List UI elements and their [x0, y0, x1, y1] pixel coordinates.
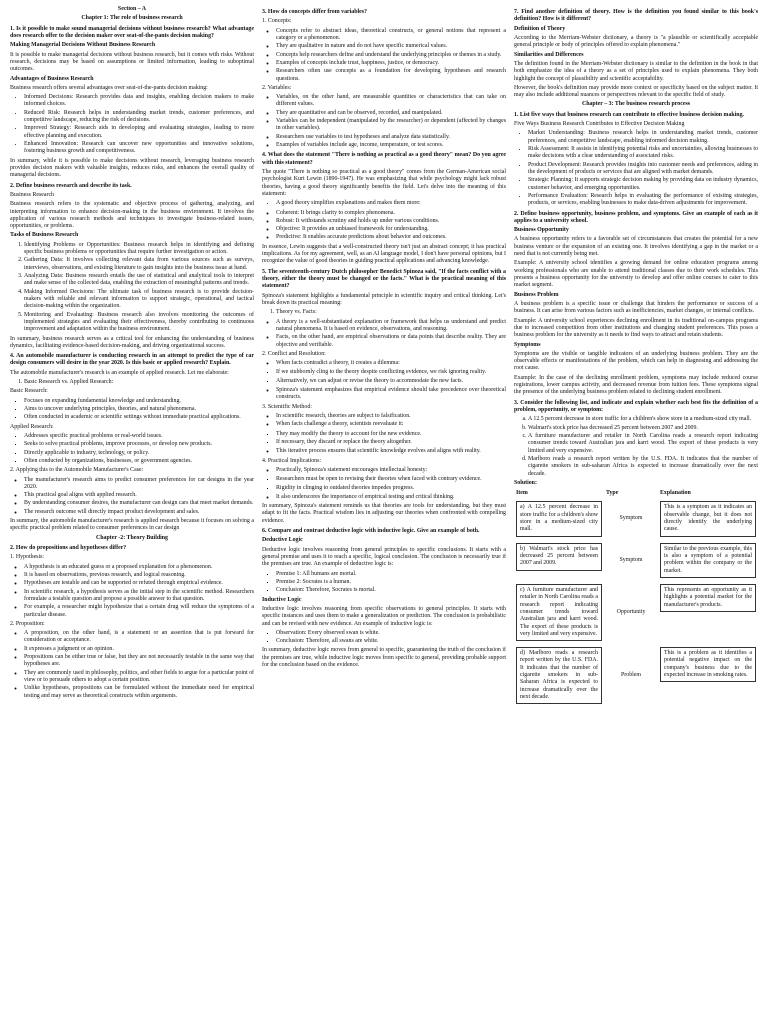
list-item: ◦ Hypotheses are testable and can be supported or refuted through empirical evidence. [24, 580, 254, 587]
list [262, 309, 506, 316]
question-heading: 2. Define business research and describe its task. [10, 182, 132, 189]
list [262, 494, 506, 501]
list-item: • A good theory simplifies explanations and makes them more: [276, 200, 506, 207]
cell-item: a) A 12.5 percent decrease in store traffic for a children's show store in a medium-sized city mall. [516, 501, 602, 536]
list-item: ▪ Researchers must be open to revising their theories when faced with contrary evidence. [276, 476, 506, 483]
list-item: ◦ By understanding consumer desires, the manufacturer can design cars that meet market demands. [24, 500, 254, 507]
list-item: ◦ When facts challenge a theory, scientists reevaluate it: [276, 421, 506, 428]
list-item: ◦ Researchers use variables to test hypotheses and analyze data statistically. [276, 134, 506, 141]
list-item: ◦ A proposition, on the other hand, is a statement or an assertion that is put forward for consideration or acceptance. [24, 630, 254, 645]
header-explanation: Explanation [660, 490, 691, 497]
question-heading: 1. Is it possible to make sound managerial decisions without business research? What advantage does research offer to the decision maker over seat-of-the-pants decision making? [10, 25, 254, 39]
list-item: ▪ Seeks to solve practical problems, improve processes, or develop new products. [24, 441, 254, 448]
paragraph: 4. Practical Implications: [262, 457, 322, 464]
paragraph: In summary, the automobile manufacturer's research is applied research because it focuses on solving a specific practical problem related to consumer preferences in car design [10, 518, 254, 532]
list-item: ▪ Focuses on expanding fundamental knowledge and understanding. [24, 398, 254, 405]
list-item: ◦ When facts contradict a theory, it creates a dilemma: [276, 360, 506, 367]
list [10, 398, 254, 422]
question-heading: 7. Find another definition of theory. How is the definition you found similar to this book's definition? How is it different? [514, 9, 758, 23]
paragraph: Applied Research: [10, 423, 54, 430]
list-item: ◦ The manufacturer's research aims to predict consumer preferences for car designs in the year 2020. [24, 477, 254, 492]
list-item: • Enhanced Innovation: Research can uncover new opportunities and innovative solutions, fostering business growth and competitiveness. [24, 141, 254, 156]
list [10, 433, 254, 465]
list [514, 130, 758, 207]
cell-item: b) Walmart's stock price has decreased 25 percent between 2007 and 2009. [516, 543, 602, 571]
paragraph: Deductive Logic [262, 537, 303, 544]
header-type: Type [606, 490, 619, 497]
list-item: ▪ Aims to uncover underlying principles, theories, and natural phenomena. [24, 406, 254, 413]
list-item: ◦ It is based on observations, previous research, and logical reasoning. [24, 572, 254, 579]
list-item: 5. Monitoring and Evaluating: Business research also involves monitoring the outcomes of implemented strategies and evaluating their effectiveness, thereby contributing to continuous improvement and adaptation within the business environment. [24, 312, 254, 334]
list-item: ◦ Examples of concepts include trust, happiness, justice, or democracy. [276, 60, 506, 67]
list [262, 476, 506, 492]
list [10, 564, 254, 619]
list [262, 200, 506, 207]
list-item: ◦ A hypothesis is an educated guess or a proposed explanation for a phenomenon. [24, 564, 254, 571]
list-item: ▪ Conclusion: Therefore, all swans are white. [276, 638, 506, 645]
paragraph: 2. Proposition: [10, 620, 45, 627]
cell-type: Opportunity [616, 608, 646, 615]
paragraph: Definition of Theory [514, 25, 566, 32]
list [10, 242, 254, 334]
list-item: ◦ They are quantitative and can be observed, recorded, and manipulated. [276, 110, 506, 117]
list-item: ◦ Objective: It provides an unbiased framework for understanding. [276, 226, 506, 233]
list [262, 571, 506, 595]
list [262, 360, 506, 367]
paragraph: Tasks of Business Research [10, 232, 79, 239]
paragraph: The definition found in the Merriam-Webster dictionary is similar to the definition in the book in that both emphasize the idea of a theory as a set of principles used to explain phenomena. They both highlight the concept of plausibility and scientific acceptability. [514, 60, 758, 82]
paragraph: In summary, business research serves as a critical tool for enhancing the understanding of business dynamics, facilitating evidence-based decision-making, and driving organizational success. [10, 335, 254, 349]
list [262, 467, 506, 474]
question-heading: 4. An automobile manufacturer is conducting research in an attempt to predict the type of car design consumers will desire in the year 2020. Is this basic or applied research? Explain. [10, 353, 254, 367]
paragraph: Spinoza's statement highlights a fundamental principle in scientific inquiry and critical thinking. Let's break down its practical meaning: [262, 292, 506, 306]
list [10, 630, 254, 700]
solution-table [514, 489, 758, 707]
paragraph: Example: In the case of the declining enrollment problem, symptoms may include reduced course registrations, lower campus activity, and decreased revenue from tuition fees. These symptoms signal the presence of the underlying business problem related to declining student enrollment. [514, 374, 758, 396]
cell-explanation: Similar to the previous example, this is also a symptom of a potential problem within the company or the market. [660, 543, 756, 578]
list [10, 477, 254, 517]
paragraph: The automobile manufacturer's research is an example of applied research. Let me elaborate: [10, 369, 229, 376]
paragraph: 1. Concepts: [262, 18, 292, 25]
list-item: ▪ Conclusion: Therefore, Socrates is mortal. [276, 587, 506, 594]
list-item: ▪ If we stubbornly cling to the theory despite conflicting evidence, we risk ignoring reality. [276, 369, 506, 376]
question-heading: 4. What does the statement "There is nothing as practical as a good theory" mean? Do you agree with this statement? [262, 152, 506, 166]
list [262, 448, 506, 455]
paragraph: In summary, while it is possible to make decisions without research, leveraging business research provides decision makers with valuable insights, reduces risks, and enhances the overall quality of managerial decisions. [10, 157, 254, 179]
list-item: ◦ Practically, Spinoza's statement encourages intellectual honesty: [276, 467, 506, 474]
list-item: ◦ Coherent: It brings clarity to complex phenomena. [276, 210, 506, 217]
paragraph: Basic Research: [10, 388, 48, 395]
paragraph: Business research refers to the systematic and objective process of gathering, analyzing, and interpreting information to enhance decision-making in the business environment. It involves the application of various research methods and techniques to investigate business-related issues, opportunities, or problems. [10, 201, 254, 230]
paragraph: It is possible to make managerial decisions without business research, but it comes with risks. Without research, decisions may be based on assumptions or limited information, leading to suboptimal outcomes. [10, 51, 254, 73]
list [262, 369, 506, 385]
list-item: d. Marlboro reads a research report written by the U.S. FDA. It indicates that the number of cigarette smokers in sub-saharan Africa is expected to increase dramatically over the next decade. [528, 456, 758, 478]
list-item: ◦ They are qualitative in nature and do not have specific numerical values. [276, 43, 506, 50]
list-item: ◦ Propositions can be either true or false, but they are not necessarily testable in the same way that hypotheses are. [24, 654, 254, 669]
list [262, 630, 506, 646]
section-heading: Chapter – 3: The business research process [581, 101, 691, 108]
list-item: c. A furniture manufacturer and retailer in North Carolina reads a research report indicating consumer trends toward Australian jara and karri wood. The export of these products is very limited and very expensive. [528, 433, 758, 455]
header-item: Item [516, 490, 528, 497]
paragraph: Inductive Logic [262, 596, 302, 603]
cell-type: Problem [621, 672, 641, 679]
column-right [514, 6, 758, 1020]
list-item: • Informed Decisions: Research provides data and insights, enabling decision makers to make informed choices. [24, 94, 254, 109]
list-item: • Strategic Planning: It supports strategic decision making by providing data on industry dynamics, customer behavior, and emerging opportunities. [528, 177, 758, 192]
list-item: ◦ Facts, on the other hand, are empirical observations or data points that describe reality. They are objective and verifiable. [276, 334, 506, 349]
question-heading: 3. Consider the following list, and indicate and explain whether each best fits the definition of a problem, opportunity, or symptom: [514, 399, 758, 413]
list [10, 94, 254, 156]
cell-explanation: This is a problem as it identifies a potential negative impact on the company's business due to the expected increase in smoking rates. [660, 647, 756, 682]
list-item: ◦ Examples of variables include age, income, temperature, or test scores. [276, 142, 506, 149]
section-heading: Chapter -2: Theory Building [96, 534, 168, 541]
paragraph: Business Problem [514, 291, 559, 298]
paragraph: Similarities and Differences [514, 51, 584, 58]
list-item: b. Walmart's stock price has decreased 25 percent between 2007 and 2009. [528, 425, 758, 432]
list-item: • Product Development: Research provides insights into customer needs and preferences, aiding in the development of products or services that are aligned with market demands. [528, 162, 758, 177]
list-item: ◦ Variables, on the other hand, are measurable quantities or characteristics that can take on different values. [276, 94, 506, 109]
list [262, 94, 506, 149]
list [262, 413, 506, 429]
question-heading: 1. List five ways that business research can contribute to effective business decision making. [514, 111, 745, 118]
list-item: 4. Making Informed Decisions: The ultimate task of business research is to provide decision-makers with reliable and relevant information to support strategic, operational, and tactical decision-making within the organization. [24, 289, 254, 311]
list-item: ◦ Predictive: It enables accurate predictions about behavior and outcomes. [276, 234, 506, 241]
paragraph: In essence, Lewin suggests that a well-constructed theory isn't just an abstract concept; it has practical implications. As for my agreement, well, as an AI language model, I don't have personal opinions, but I recognize the value of good theories in guiding practical applications and advancing knowledge. [262, 243, 506, 265]
cell-item: c) A furniture manufacturer and retailer in North Carolina reads a research report indicating consumer trends toward Australian jara and karri wood. The export of these products is very limited and very expensive. [516, 584, 602, 641]
list-item: ◦ This practical goal aligns with applied research. [24, 492, 254, 499]
paragraph: Solution: [514, 479, 537, 486]
column-middle [262, 6, 506, 1020]
cell-item: d) Marlboro reads a research report written by the U.S. FDA. It indicates that the number of cigarette smokers in sub-Saharan Africa is expected to increase dramatically over the next decade. [516, 647, 602, 704]
paragraph: 2. Variables: [262, 84, 292, 91]
paragraph: Advantages of Business Research [10, 75, 94, 82]
list-item: ▪ Premise 2: Socrates is a human. [276, 579, 506, 586]
paragraph: Five Ways Business Research Contributes to Effective Decision Making [514, 121, 685, 128]
list-item: 3. Analyzing Data: Business research entails the use of statistical and analytical tools to interpret and make sense of the collected data, enabling the extraction of meaningful patterns and trends. [24, 273, 254, 288]
question-heading: 5. The seventeenth-century Dutch philosopher Benedict Spinoza said, "If the facts conflict with a theory, either the theory must be changed or the facts." What is the practical meaning of this statement? [262, 268, 506, 290]
list-item: ◦ Variables can be independent (manipulated by the researcher) or dependent (affected by changes in other variables). [276, 118, 506, 133]
list [262, 387, 506, 402]
list [10, 379, 254, 386]
paragraph: A business opportunity refers to a favorable set of circumstances that creates the potential for a new business venture or the expansion of an existing one. It involves identifying a gap in the market or a need that is not currently being met. [514, 236, 758, 258]
list-item: • Performance Evaluation: Research helps in evaluating the performance of existing strategies, products, or services, enabling businesses to make data-driven adjustments for improvement. [528, 193, 758, 208]
paragraph: 2. Conflict and Resolution: [262, 350, 326, 357]
table-row [514, 540, 758, 581]
list-item: 2. Gathering Data: It involves collecting relevant data from various sources such as surveys, interviews, observations, and existing literature to gain insights into the business issue at hand. [24, 257, 254, 272]
list-item: ◦ They are commonly used in philosophy, politics, and other fields to argue for a particular point of view or to persuade others to adopt a certain position. [24, 670, 254, 685]
question-heading: 6. Compare and contrast deductive logic with inductive logic. Give an example of both. [262, 528, 480, 535]
section-heading: Section – A [117, 6, 147, 12]
paragraph: 2. Applying this to the Automobile Manufacturer's Case: [10, 467, 144, 474]
question-heading: 2. Define business opportunity, business problem, and symptoms. Give an example of each as it applies to a university school. [514, 210, 758, 224]
paragraph: Example: A university school experiences declining enrollment in its traditional on-campus programs due to increased competition from other institutions and changing student preferences. This poses a business problem for the university as it needs to find ways to attract and retain students. [514, 317, 758, 339]
list-item: ◦ In scientific research, theories are subject to falsification. [276, 413, 506, 420]
paragraph: Business research offers several advantages over seat-of-the-pants decision making: [10, 84, 208, 91]
section-heading: Chapter 1: The role of business research [81, 15, 183, 22]
paragraph: However, the book's definition may provide more context or specificity based on the subject matter. It may also include additional nuances or perspectives relevant to the specific field of study. [514, 84, 758, 99]
list-item: ◦ Unlike hypotheses, propositions can be formulated without the immediate need for empirical testing and may serve as theoretical constructs within arguments. [24, 685, 254, 700]
table-row [514, 581, 758, 644]
list-item: ▪ Often conducted in academic or scientific settings without immediate practical applications. [24, 414, 254, 421]
paragraph: Symptoms are the visible or tangible indicators of an underlying business problem. They are the observable effects or manifestations of the problem, which can help in diagnosing and addressing the root cause. [514, 350, 758, 372]
cell-type: Symptom [619, 556, 643, 563]
list [514, 416, 758, 478]
list-item: 1. Theory vs. Facts: [276, 309, 506, 316]
list-item: ▪ Often conducted by organizations, businesses, or government agencies. [24, 458, 254, 465]
list-item: ▪ Premise 1: All humans are mortal. [276, 571, 506, 578]
paragraph: Business Research [10, 191, 55, 198]
list-item: ▪ Directly applicable to industry, technology, or policy. [24, 450, 254, 457]
cell-explanation: This represents an opportunity as it highlights a potential market for the manufacturer's products. [660, 584, 756, 612]
paragraph: Inductive logic involves reasoning from specific observations to general principles. It starts with specific instances and uses them to make a generalization or prediction. The conclusion is probabilistic and can be revised with new evidence. An example of inductive logic is: [262, 605, 506, 627]
column-right-body [514, 9, 758, 487]
list-item: ◦ Spinoza's statement emphasizes that empirical evidence should take precedence over theoretical constructs. [276, 387, 506, 402]
table-row [514, 644, 758, 707]
list [262, 431, 506, 447]
list-item: • Reduced Risk: Research helps in understanding market trends, customer preferences, and competitive landscape, reducing the risk of decisions. [24, 110, 254, 125]
paragraph: According to the Merriam-Webster dictionary, a theory is "a plausible or scientifically acceptable general principle or body of principles offered to explain phenomena." [514, 34, 758, 49]
list-item: 1. Basic Research vs. Applied Research: [24, 379, 254, 386]
list [262, 210, 506, 242]
list-item: a. A 12.5 percent decrease in store traffic for a children's show store in a medium-sized city mall. [528, 416, 758, 423]
list-item: ◦ Robust: It withstands scrutiny and holds up under various conditions. [276, 218, 506, 225]
list-item: ▪ Alternatively, we can adjust or revise the theory to accommodate the new facts. [276, 378, 506, 385]
list-item: ▪ They may modify the theory to account for the new evidence. [276, 431, 506, 438]
paragraph: The quote "There is nothing so practical as a good theory" comes from the German-American social psychologist Kurt Lewin (1890-1947). He was emphasizing that while psychology might lack robust theories, having a good theory significantly benefits the field. Let's delve into the meaning of this statement: [262, 168, 506, 197]
paragraph: 1. Hypothesis: [10, 554, 45, 561]
list-item: 1. Identifying Problems or Opportunities: Business research helps in identifying and defining specific business problems or opportunities that require further investigation or action. [24, 242, 254, 257]
list-item: ◦ Researchers often use concepts as a foundation for developing hypotheses and research questions. [276, 68, 506, 83]
list-item: ◦ Concepts help researchers define and understand the underlying principles or themes in a study. [276, 52, 506, 59]
list-item: ◦ This iterative process ensures that scientific knowledge evolves and aligns with reality. [276, 448, 506, 455]
column-left [10, 6, 254, 1020]
list-item: ◦ In scientific research, a hypothesis serves as the initial step in the scientific method. Researchers formulate a testable question and propose a possible answer to that question. [24, 589, 254, 604]
question-heading: 2. How do propositions and hypotheses differ? [10, 545, 127, 551]
paragraph: Example: A university school identifies a growing demand for online education programs among working professionals who are unable to attend traditional classes due to their work schedules. This presents a business opportunity for the university to develop and offer online courses to cater to this market segment. [514, 260, 758, 289]
question-heading: 3. How do concepts differ from variables? [262, 9, 367, 15]
paragraph: Making Managerial Decisions Without Business Research [10, 42, 156, 49]
paragraph: A business problem is a specific issue or challenge that hinders the performance or success of a business. It can arise from various factors such as inefficiencies, market changes, or internal conflicts. [514, 300, 758, 315]
list-item: • Risk Assessment: It assists in identifying potential risks and uncertainties, allowing businesses to make decisions with a clear understanding of associated risks. [528, 146, 758, 161]
list [262, 28, 506, 83]
cell-type: Symptom [619, 515, 643, 522]
list-item: ▪ If necessary, they discard or replace the theory altogether. [276, 439, 506, 446]
list-item: ◦ Concepts refer to abstract ideas, theoretical constructs, or general notions that represent a category or a phenomenon. [276, 28, 506, 43]
list-item: ◦ It also underscores the importance of empirical testing and critical thinking. [276, 494, 506, 501]
solution-table-body [514, 498, 758, 707]
list-item: ◦ It expresses a judgment or an opinion. [24, 646, 254, 653]
table-row [514, 498, 758, 539]
paragraph: In summary, Spinoza's statement reminds us that theories are tools for understanding, but they must adapt to fit the facts. Practical wisdom lies in adjusting our theories when confronted with compelling evidence. [262, 503, 506, 524]
list-item: ▪ Rigidity in clinging to outdated theories impedes progress. [276, 485, 506, 492]
solution-table-header [514, 489, 758, 498]
list-item: ▪ Addresses specific practical problems or real-world issues. [24, 433, 254, 440]
list-item: ◦ For example, a researcher might hypothesize that a certain drug will reduce the symptoms of a particular disease. [24, 604, 254, 619]
paragraph: Symptoms [514, 341, 541, 348]
list-item: • Market Understanding: Business research helps in understanding market trends, customer preferences, and competitive landscape, enabling informed decision making. [528, 130, 758, 145]
list [262, 319, 506, 349]
list-item: ▪ Observation: Every observed swan is white. [276, 630, 506, 637]
paragraph: 3. Scientific Method: [262, 403, 312, 410]
list-item: ◦ The research outcome will directly impact product development and sales. [24, 509, 254, 516]
list-item: • Improved Strategy: Research aids in developing and evaluating strategies, leading to more effective planning and execution. [24, 125, 254, 140]
paragraph: Business Opportunity [514, 227, 569, 234]
cell-explanation: This is a symptom as it indicates an observable change, but it does not directly identify the underlying cause. [660, 501, 756, 536]
paragraph: Deductive logic involves reasoning from general principles to specific conclusions. It starts with a general premise and uses it to reach a specific, logical conclusion. The conclusion is necessarily true if the premises are true. An example of deductive logic is: [262, 546, 506, 568]
list-item: ◦ A theory is a well-substantiated explanation or framework that helps us understand and predict natural phenomena. It is based on evidence, observations, and reasoning. [276, 319, 506, 334]
paragraph: In summary, deductive logic moves from general to specific, guaranteeing the truth of the conclusion if the premises are true, while inductive logic moves from specific to general, providing probable support for the conclusion based on the evidence. [262, 647, 506, 669]
